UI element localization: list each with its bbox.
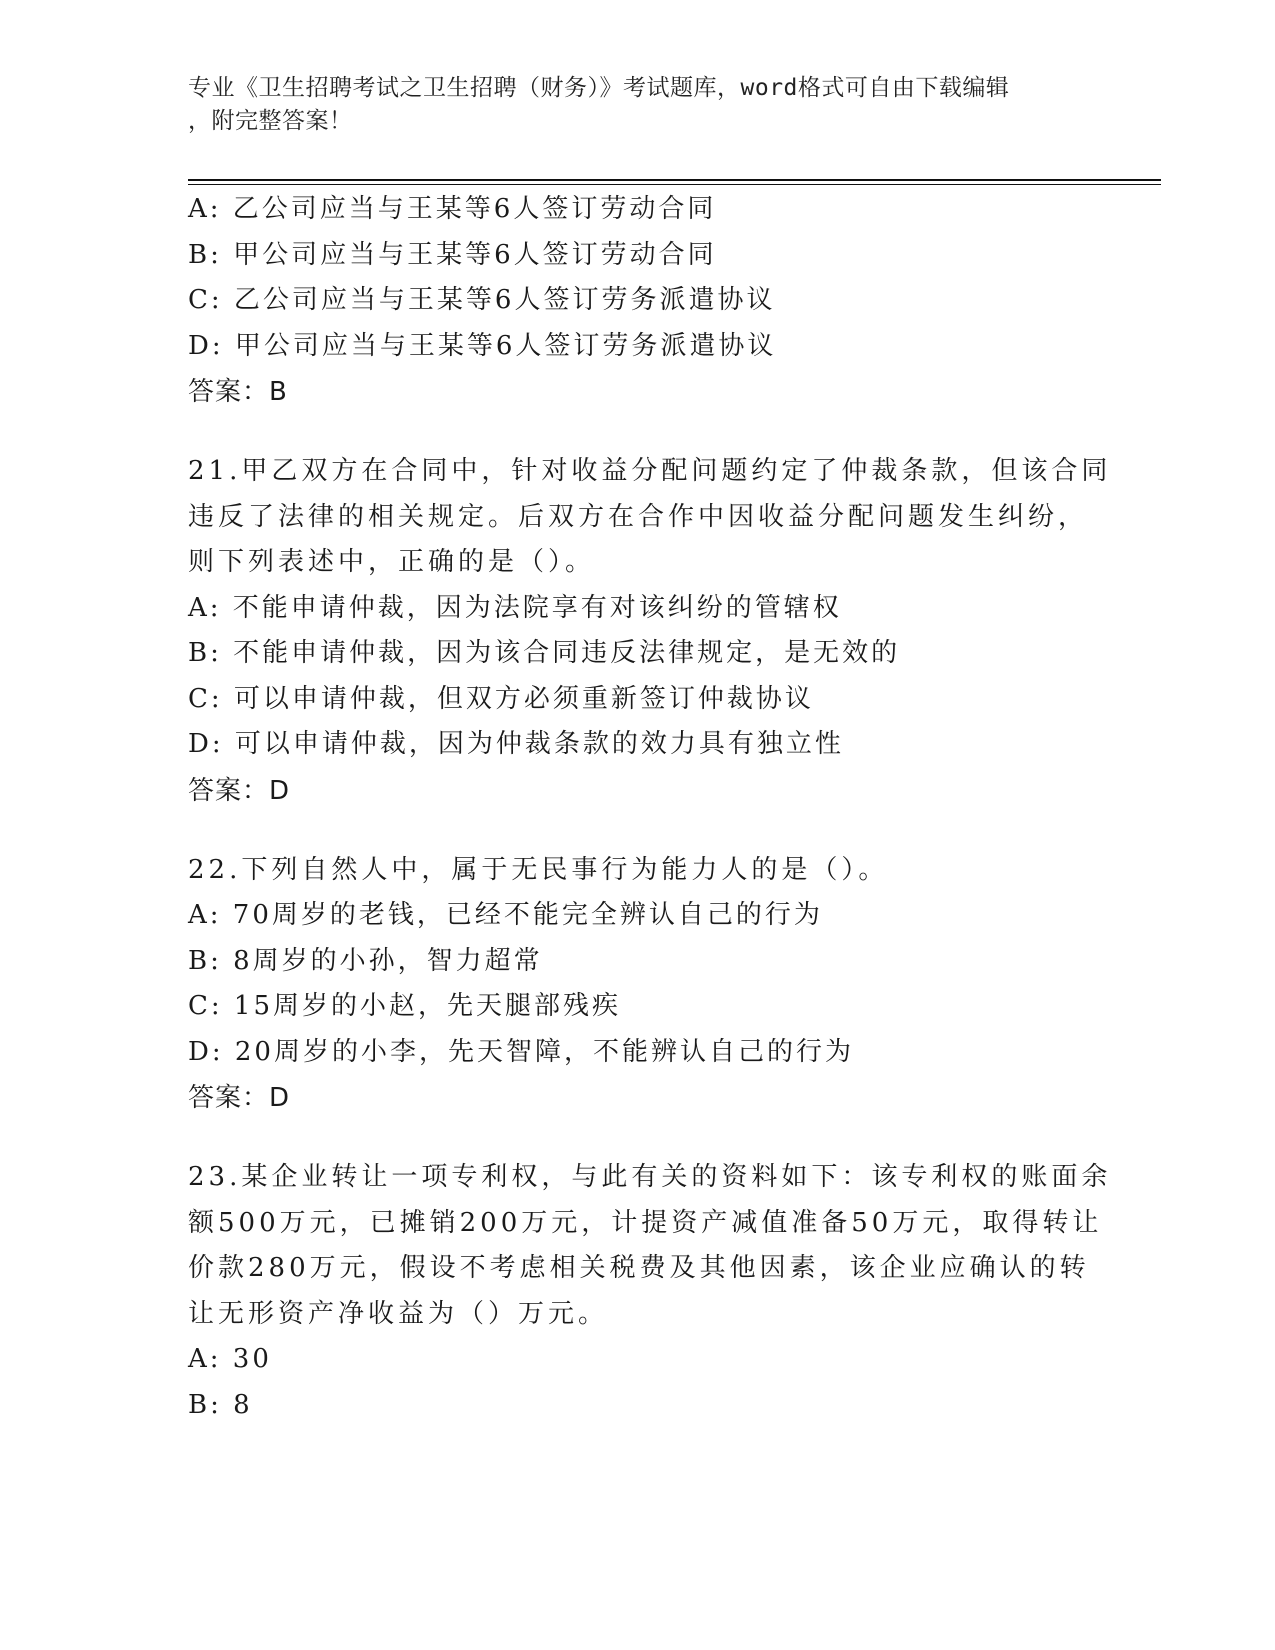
header-divider-thin (188, 184, 1161, 185)
option-a: A: 不能申请仲裁，因为法院享有对该纠纷的管辖权 (188, 592, 842, 623)
question-line: 价款280万元，假设不考虑相关税费及其他因素，该企业应确认的转 (188, 1253, 1090, 1283)
header-line-1: 专业《卫生招聘考试之卫生招聘（财务）》考试题库，word格式可自由下载编辑 (188, 75, 1010, 101)
question-line: 22.下列自然人中，属于无民事行为能力人的是（）。 (188, 854, 889, 885)
spacer (188, 415, 1088, 449)
document-header (188, 72, 1088, 138)
answer-line: 答案：B (188, 377, 288, 407)
option-c: C: 可以申请仲裁，但双方必须重新签订仲裁协议 (188, 683, 814, 714)
question-line: 让无形资产净收益为（）万元。 (188, 1298, 609, 1329)
answer-line: 答案：D (188, 775, 291, 806)
option-c: C: 乙公司应当与王某等6人签订劳务派遣协议 (188, 285, 776, 315)
spacer (188, 1121, 1088, 1155)
option-a: A: 70周岁的老钱，已经不能完全辨认自己的行为 (188, 900, 823, 930)
option-a: A: 30 (188, 1344, 272, 1374)
answer-line: 答案：D (188, 1083, 291, 1113)
question-20 (188, 187, 1088, 415)
question-text (188, 848, 1088, 894)
question-21 (188, 449, 1112, 814)
option-d: D: 甲公司应当与王某等6人签订劳务派遣协议 (188, 330, 777, 361)
question-list (188, 187, 1112, 1428)
question-text (188, 1155, 1112, 1337)
option-a: A: 乙公司应当与王某等6人签订劳动合同 (188, 194, 717, 224)
question-23 (188, 1155, 1112, 1428)
option-d: D: 20周岁的小李，先天智障，不能辨认自己的行为 (188, 1036, 854, 1067)
option-d: D: 可以申请仲裁，因为仲裁条款的效力具有独立性 (188, 729, 844, 759)
option-b: B: 8周岁的小孙，智力超常 (188, 945, 543, 976)
header-divider-thick (188, 179, 1161, 181)
question-line: 21.甲乙双方在合同中，针对收益分配问题约定了仲裁条款，但该合同 (188, 456, 1112, 486)
question-line: 额500万元，已摊销200万元，计提资产减值准备50万元，取得转让 (188, 1207, 1103, 1238)
spacer (188, 814, 1088, 848)
question-line: 则下列表述中，正确的是（）。 (188, 547, 596, 577)
option-b: B: 甲公司应当与王某等6人签订劳动合同 (188, 239, 717, 270)
header-line-2: ，附完整答案！ (188, 108, 353, 134)
option-c: C: 15周岁的小赵，先天腿部残疾 (188, 991, 622, 1021)
question-line: 23.某企业转让一项专利权，与此有关的资料如下：该专利权的账面余 (188, 1162, 1112, 1192)
option-b: B: 8 (188, 1389, 253, 1420)
question-line: 违反了法律的相关规定。后双方在合作中因收益分配问题发生纠纷， (188, 501, 1089, 532)
question-22 (188, 848, 1088, 1122)
option-b: B: 不能申请仲裁，因为该合同违反法律规定，是无效的 (188, 638, 901, 668)
question-text (188, 449, 1112, 586)
